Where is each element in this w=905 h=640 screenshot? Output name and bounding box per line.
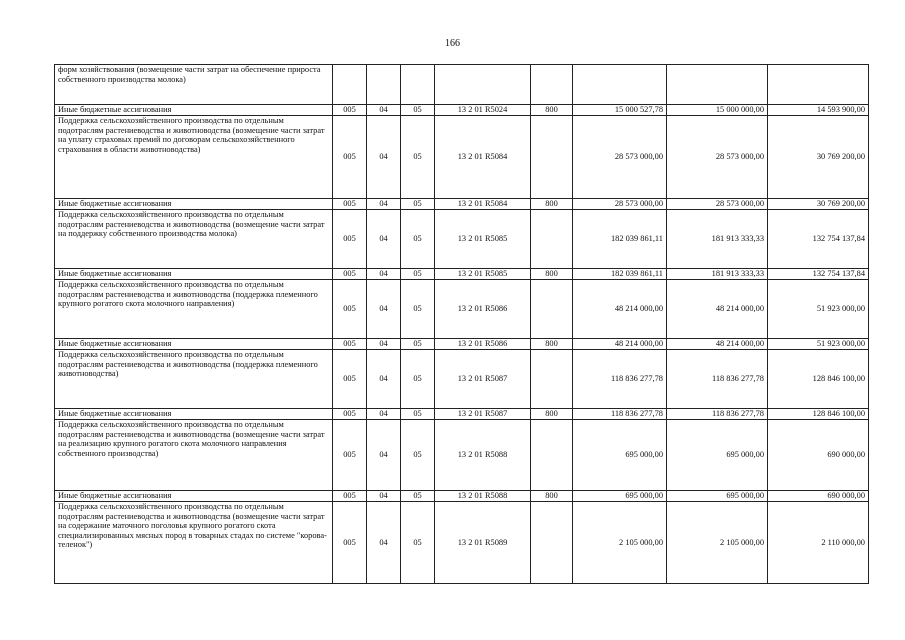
cell-year-2: 28 573 000,00 <box>667 199 768 210</box>
cell-year-1: 28 573 000,00 <box>573 199 667 210</box>
cell-gr: 005 <box>333 280 367 339</box>
cell-gr: 005 <box>333 199 367 210</box>
cell-pr: 05 <box>401 339 435 350</box>
cell-vr <box>531 65 573 105</box>
cell-year-3: 128 846 100,00 <box>768 350 869 409</box>
table-row <box>55 105 869 116</box>
cell-year-1: 15 000 527,78 <box>573 105 667 116</box>
cell-name: Иные бюджетные ассигнования <box>55 105 333 116</box>
cell-csr: 13 2 01 R5088 <box>435 491 531 502</box>
cell-gr: 005 <box>333 409 367 420</box>
table-row <box>55 280 869 339</box>
cell-name: Иные бюджетные ассигнования <box>55 491 333 502</box>
cell-name: Поддержка сельскохозяйственного производства по отдельным подотраслям растениеводства и животноводства (возмещение части затрат на реализацию крупного рогатого скота молочного направления собственного производства) <box>55 420 333 491</box>
table-row <box>55 199 869 210</box>
cell-rz: 04 <box>367 280 401 339</box>
cell-rz: 04 <box>367 491 401 502</box>
cell-gr: 005 <box>333 269 367 280</box>
cell-year-3: 690 000,00 <box>768 420 869 491</box>
cell-gr: 005 <box>333 350 367 409</box>
cell-vr <box>531 280 573 339</box>
cell-csr: 13 2 01 R5087 <box>435 409 531 420</box>
page-number: 166 <box>445 38 460 49</box>
cell-gr: 005 <box>333 210 367 269</box>
cell-gr: 005 <box>333 339 367 350</box>
budget-table <box>54 64 869 584</box>
cell-year-1: 695 000,00 <box>573 420 667 491</box>
cell-rz: 04 <box>367 199 401 210</box>
cell-vr: 800 <box>531 269 573 280</box>
cell-year-2: 28 573 000,00 <box>667 116 768 199</box>
cell-pr: 05 <box>401 420 435 491</box>
cell-year-1: 182 039 861,11 <box>573 210 667 269</box>
cell-pr: 05 <box>401 199 435 210</box>
cell-year-1: 48 214 000,00 <box>573 280 667 339</box>
cell-vr <box>531 210 573 269</box>
cell-gr: 005 <box>333 116 367 199</box>
cell-pr: 05 <box>401 269 435 280</box>
cell-year-3: 2 110 000,00 <box>768 502 869 584</box>
table-row <box>55 210 869 269</box>
budget-table-body <box>55 65 869 584</box>
cell-rz: 04 <box>367 420 401 491</box>
cell-name: Иные бюджетные ассигнования <box>55 269 333 280</box>
cell-vr: 800 <box>531 105 573 116</box>
cell-pr: 05 <box>401 409 435 420</box>
cell-csr: 13 2 01 R5085 <box>435 210 531 269</box>
cell-year-2: 48 214 000,00 <box>667 339 768 350</box>
cell-csr: 13 2 01 R5087 <box>435 350 531 409</box>
cell-rz: 04 <box>367 350 401 409</box>
cell-name: Поддержка сельскохозяйственного производства по отдельным подотраслям растениеводства и животноводства (поддержка племенного животноводства) <box>55 350 333 409</box>
cell-vr <box>531 502 573 584</box>
table-row <box>55 502 869 584</box>
cell-rz: 04 <box>367 409 401 420</box>
cell-rz: 04 <box>367 502 401 584</box>
cell-name: Поддержка сельскохозяйственного производства по отдельным подотраслям растениеводства и животноводства (возмещение части затрат на содержание маточного поголовья крупного рогатого скота специализированных мясных пород в товарных стадах по системе "корова-теленок") <box>55 502 333 584</box>
cell-name: Иные бюджетные ассигнования <box>55 409 333 420</box>
cell-year-3: 132 754 137,84 <box>768 269 869 280</box>
table-row <box>55 65 869 105</box>
cell-rz: 04 <box>367 105 401 116</box>
cell-year-2: 48 214 000,00 <box>667 280 768 339</box>
cell-csr: 13 2 01 R5086 <box>435 339 531 350</box>
cell-year-2: 2 105 000,00 <box>667 502 768 584</box>
cell-year-3: 51 923 000,00 <box>768 280 869 339</box>
cell-rz: 04 <box>367 339 401 350</box>
cell-year-3: 30 769 200,00 <box>768 199 869 210</box>
cell-year-3: 128 846 100,00 <box>768 409 869 420</box>
cell-year-2: 15 000 000,00 <box>667 105 768 116</box>
cell-year-2: 695 000,00 <box>667 491 768 502</box>
cell-year-2: 181 913 333,33 <box>667 269 768 280</box>
cell-vr: 800 <box>531 491 573 502</box>
cell-gr: 005 <box>333 105 367 116</box>
cell-pr: 05 <box>401 210 435 269</box>
cell-year-1: 118 836 277,78 <box>573 350 667 409</box>
cell-pr: 05 <box>401 280 435 339</box>
cell-pr <box>401 65 435 105</box>
cell-vr <box>531 350 573 409</box>
cell-csr: 13 2 01 R5084 <box>435 116 531 199</box>
cell-year-3: 690 000,00 <box>768 491 869 502</box>
cell-name: Иные бюджетные ассигнования <box>55 199 333 210</box>
cell-year-1: 118 836 277,78 <box>573 409 667 420</box>
cell-year-3: 30 769 200,00 <box>768 116 869 199</box>
table-row <box>55 409 869 420</box>
cell-csr: 13 2 01 R5084 <box>435 199 531 210</box>
cell-csr: 13 2 01 R5024 <box>435 105 531 116</box>
table-row <box>55 269 869 280</box>
cell-year-2: 181 913 333,33 <box>667 210 768 269</box>
table-row <box>55 350 869 409</box>
cell-csr: 13 2 01 R5089 <box>435 502 531 584</box>
cell-year-1: 695 000,00 <box>573 491 667 502</box>
cell-year-1: 182 039 861,11 <box>573 269 667 280</box>
cell-csr <box>435 65 531 105</box>
cell-gr: 005 <box>333 420 367 491</box>
cell-vr: 800 <box>531 339 573 350</box>
cell-gr <box>333 65 367 105</box>
cell-name: Поддержка сельскохозяйственного производства по отдельным подотраслям растениеводства и животноводства (поддержка племенного крупного рогатого скота молочного направления) <box>55 280 333 339</box>
cell-year-2: 695 000,00 <box>667 420 768 491</box>
cell-year-3: 132 754 137,84 <box>768 210 869 269</box>
cell-pr: 05 <box>401 491 435 502</box>
cell-year-3: 14 593 900,00 <box>768 105 869 116</box>
cell-pr: 05 <box>401 350 435 409</box>
cell-rz: 04 <box>367 269 401 280</box>
cell-vr <box>531 420 573 491</box>
cell-gr: 005 <box>333 502 367 584</box>
cell-year-2: 118 836 277,78 <box>667 409 768 420</box>
cell-rz: 04 <box>367 210 401 269</box>
cell-pr: 05 <box>401 116 435 199</box>
cell-year-1: 2 105 000,00 <box>573 502 667 584</box>
cell-vr: 800 <box>531 409 573 420</box>
cell-name: Поддержка сельскохозяйственного производства по отдельным подотраслям растениеводства и животноводства (возмещение части затрат на уплату страховых премий по договорам сельскохозяйственного страхования в области животноводства) <box>55 116 333 199</box>
cell-year-2: 118 836 277,78 <box>667 350 768 409</box>
cell-pr: 05 <box>401 502 435 584</box>
cell-name: Иные бюджетные ассигнования <box>55 339 333 350</box>
cell-csr: 13 2 01 R5085 <box>435 269 531 280</box>
cell-name: Поддержка сельскохозяйственного производства по отдельным подотраслям растениеводства и животноводства (возмещение части затрат на поддержку собственного производства молока) <box>55 210 333 269</box>
cell-csr: 13 2 01 R5088 <box>435 420 531 491</box>
cell-year-1: 48 214 000,00 <box>573 339 667 350</box>
cell-csr: 13 2 01 R5086 <box>435 280 531 339</box>
cell-gr: 005 <box>333 491 367 502</box>
table-row <box>55 339 869 350</box>
cell-year-1: 28 573 000,00 <box>573 116 667 199</box>
cell-year-1 <box>573 65 667 105</box>
table-row <box>55 491 869 502</box>
table-row <box>55 420 869 491</box>
cell-year-3: 51 923 000,00 <box>768 339 869 350</box>
cell-rz: 04 <box>367 116 401 199</box>
table-row <box>55 116 869 199</box>
cell-year-3 <box>768 65 869 105</box>
cell-year-2 <box>667 65 768 105</box>
cell-vr <box>531 116 573 199</box>
cell-pr: 05 <box>401 105 435 116</box>
cell-rz <box>367 65 401 105</box>
cell-name: форм хозяйствования (возмещение части затрат на обеспечение прироста собственного производства молока) <box>55 65 333 105</box>
cell-vr: 800 <box>531 199 573 210</box>
